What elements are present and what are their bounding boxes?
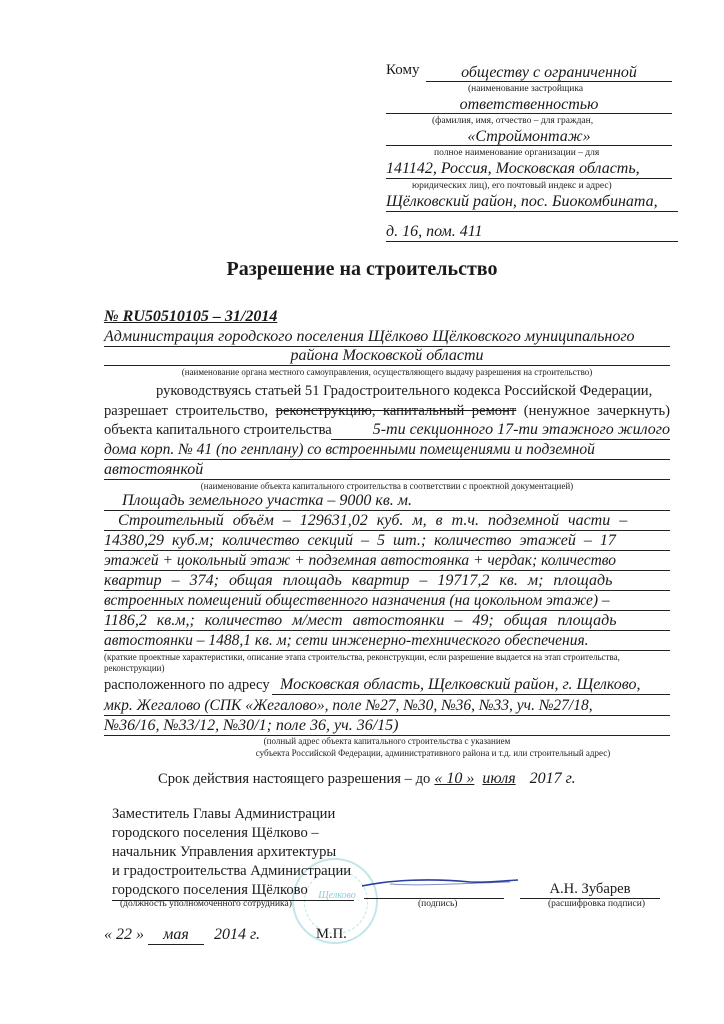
signature-hint: (подпись) <box>418 899 458 909</box>
characteristics-value: автостоянки – 1488,1 кв. м; сети инженерно-технического обеспечения. <box>104 632 589 649</box>
characteristics-value: Площадь земельного участка – 9000 кв. м. <box>122 492 412 509</box>
characteristics-value: квартир – 374; общая площадь квартир – 19717,2 кв. м; площадь <box>104 572 613 589</box>
issue-date <box>104 926 260 945</box>
addressee-line-4 <box>386 160 672 179</box>
addressee-value-5: Щёлковский район, пос. Биокомбината, <box>386 193 658 210</box>
validity-line <box>158 770 576 788</box>
address-value-1-wrap <box>272 676 670 695</box>
addressee-line-5 <box>386 193 678 212</box>
addressee-value-1: обществу с ограниченной <box>461 64 637 81</box>
characteristics-line <box>104 512 670 531</box>
object-value-3: автостоянкой <box>104 461 204 478</box>
issuer-line-2 <box>104 347 670 366</box>
addressee-value-3: «Строймонтаж» <box>467 128 591 145</box>
object-line-2 <box>104 441 670 460</box>
addressee-hint-3: полное наименование организации – для <box>434 148 600 158</box>
addressee-value-2: ответственностью <box>459 96 599 113</box>
characteristics-line <box>104 572 670 591</box>
addressee-line-1 <box>426 64 672 82</box>
signatory-position-line: городского поселения Щёлково – <box>112 825 319 841</box>
signatory-position-hint: (должность уполномоченного сотрудника) <box>120 899 292 909</box>
characteristics-line <box>104 592 670 611</box>
validity-day: « 10 » <box>434 770 475 787</box>
object-label: объекта капитального строительства <box>104 422 332 438</box>
body-line-2-end: (ненужное зачеркнуть) <box>523 403 670 419</box>
issuer-value-1: Администрация городского поселения Щёлково Щёлковского муниципального <box>104 328 635 345</box>
addressee-value-6: д. 16, пом. 411 <box>386 223 483 240</box>
addressee-line-2 <box>386 96 672 114</box>
signatory-position-line: начальник Управления архитектуры <box>112 844 337 860</box>
body-line-1: руководствуясь статьей 51 Градостроительного кодекса Российской Федерации, <box>156 383 653 399</box>
address-line-1 <box>104 676 670 695</box>
stamp-text: Щелково <box>318 890 356 901</box>
object-value-1-wrap <box>331 421 670 440</box>
validity-month: июля <box>482 770 516 787</box>
address-label: расположенного по адресу <box>104 677 270 693</box>
characteristics-value: Строительный объём – 129631,02 куб. м, в т.ч. подземной части – <box>118 512 628 529</box>
address-line-3 <box>104 717 670 736</box>
characteristics-line <box>104 632 670 651</box>
characteristics-hint: (краткие проектные характеристики, описание этапа строительства, реконструкции, если разрешение выдается на этап строительства, реконструкции) <box>104 652 620 673</box>
object-value-2: дома корп. № 41 (по генплану) со встроенными помещениями и подземной <box>104 441 595 458</box>
body-line-2-start: разрешает строительство, <box>104 403 269 419</box>
issuer-value-2: района Московской области <box>290 347 484 364</box>
issue-year: 2014 г. <box>214 926 261 943</box>
address-hint-2: субъекта Российской Федерации, административного района и т.д. или строительный адрес) <box>255 748 611 758</box>
addressee-line-6 <box>386 223 678 242</box>
addressee-line-3 <box>386 128 672 146</box>
addressee-label: Кому <box>386 62 420 78</box>
characteristics-value: этажей + цокольный этаж + подземная автостоянка + чердак; количество <box>104 552 617 569</box>
permit-number: № RU50510105 – 31/2014 <box>104 308 278 325</box>
body-line-2 <box>104 403 670 420</box>
signatory-position-line: и градостроительства Администрации <box>112 863 352 879</box>
object-hint: (наименование объекта капитального строительства в соответствии с проектной документацией) <box>200 481 574 491</box>
issue-month: мая <box>148 926 204 945</box>
addressee-value-4: 141142, Россия, Московская область, <box>386 160 640 177</box>
characteristics-line <box>104 492 670 511</box>
signatory-position <box>112 805 354 901</box>
address-value-3: №36/16, №33/12, №30/1; поле 36, уч. 36/15) <box>104 717 399 734</box>
characteristics-value: встроенных помещений общественного назначения (на цокольном этаже) – <box>104 592 610 609</box>
signature-mark <box>360 872 520 894</box>
characteristics-line <box>104 612 670 631</box>
signatory-position-line: Заместитель Главы Администрации <box>112 806 336 822</box>
seal-label: М.П. <box>316 926 347 942</box>
addressee-hint-2: (фамилия, имя, отчество – для граждан, <box>432 116 594 126</box>
object-line-1 <box>104 421 670 440</box>
address-line-2 <box>104 697 670 716</box>
body-line-2-struck: реконструкцию, капитальный ремонт <box>275 403 517 419</box>
issue-day: « 22 » <box>104 926 144 943</box>
object-value-1: 5-ти секционного 17-ти этажного жилого <box>372 421 670 438</box>
signatory-name-line <box>520 880 660 899</box>
characteristics-value: 1186,2 кв.м,; количество м/мест автостоянки – 49; общая площадь <box>104 612 617 629</box>
characteristics-line <box>104 532 670 551</box>
address-value-1: Московская область, Щелковский район, г. Щелково, <box>280 676 641 693</box>
object-line-3 <box>104 461 670 480</box>
characteristics-line <box>104 552 670 571</box>
address-hint-1: (полный адрес объекта капитального строительства с указанием <box>263 736 511 746</box>
issuer-line-1 <box>104 328 670 347</box>
signatory-name-hint: (расшифровка подписи) <box>548 899 645 909</box>
addressee-hint-1: (наименование застройщика <box>468 84 584 94</box>
addressee-hint-4: юридических лиц), его почтовый индекс и адрес) <box>412 181 612 191</box>
signatory-name: А.Н. Зубарев <box>549 881 631 897</box>
characteristics-value: 14380,29 куб.м; количество секций – 5 шт.; количество этажей – 17 <box>104 532 616 549</box>
issuer-hint: (наименование органа местного самоуправления, осуществляющего выдачу разрешения на строительство) <box>181 367 593 377</box>
address-value-2: мкр. Жегалово (СПК «Жегалово», поле №27, №30, №36, №33, уч. №27/18, <box>104 697 593 714</box>
validity-label: Срок действия настоящего разрешения – до <box>158 771 431 787</box>
validity-year: 2017 г. <box>529 770 576 787</box>
signatory-position-line: городского поселения Щёлково <box>112 881 354 901</box>
document-title: Разрешение на строительство <box>226 258 498 280</box>
